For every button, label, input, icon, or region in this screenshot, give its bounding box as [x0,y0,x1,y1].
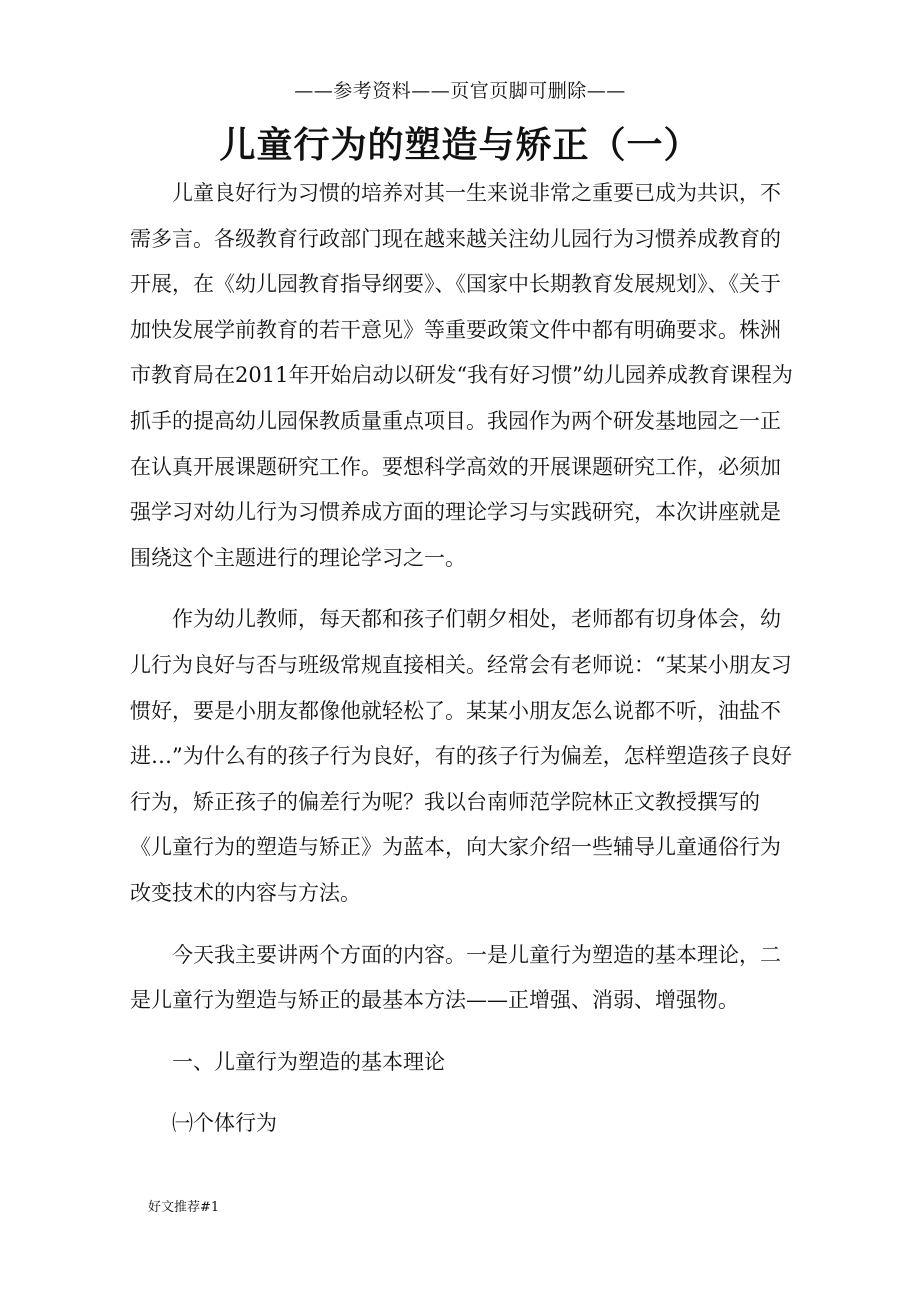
subsection-heading: ㈠个体行为 [172,1111,277,1136]
page-header: ——参考资料——页官页脚可删除—— [294,80,626,102]
section-heading: 一、儿童行为塑造的基本理论 [172,1049,445,1074]
paragraph-3: 今天我主要讲两个方面的内容。一是儿童行为塑造的基本理论，二是儿童行为塑造与矫正的最基本方法——正增强、消弱、增强物。 [130,942,781,1013]
page-footer: 好文推荐#1 [148,1200,220,1215]
document-body [130,171,800,1147]
paragraph-1: 儿童良好行为习惯的培养对其一生来说非常之重要已成为共识，不需多言。各级教育行政部门现在越来越关注幼儿园行为习惯养成教育的开展，在《幼儿园教育指导纲要》、《国家中长期教育发展规划》、《关于加快发展学前教育的若干意见》等重要政策文件中都有明确要求。株洲市教育局在2011年开始启动以研发“我有好习惯”幼儿园养成教育课程为抓手的提高幼儿园保教质量重点项目。我园作为两个研发基地园之一正在认真开展课题研究工作。要想科学高效的开展课题研究工作，必须加强学习对幼儿行为习惯养成方面的理论学习与实践研究，本次讲座就是围绕这个主题进行的理论学习之一。 [130,181,793,570]
document-title: 儿童行为的塑造与矫正（一） [219,124,701,166]
paragraph-2: 作为幼儿教师，每天都和孩子们朝夕相处，老师都有切身体会，幼儿行为良好与否与班级常规直接相关。经常会有老师说：“某某小朋友习惯好，要是小朋友都像他就轻松了。某某小朋友怎么说都不听，油盐不进…”为什么有的孩子行为良好，有的孩子行为偏差，怎样塑造孩子良好行为，矫正孩子的偏差行为呢？我以台南师范学院林正文教授撰写的《儿童行为的塑造与矫正》为蓝本，向大家介绍一些辅导儿童通俗行为改变技术的内容与方法。 [130,607,792,905]
